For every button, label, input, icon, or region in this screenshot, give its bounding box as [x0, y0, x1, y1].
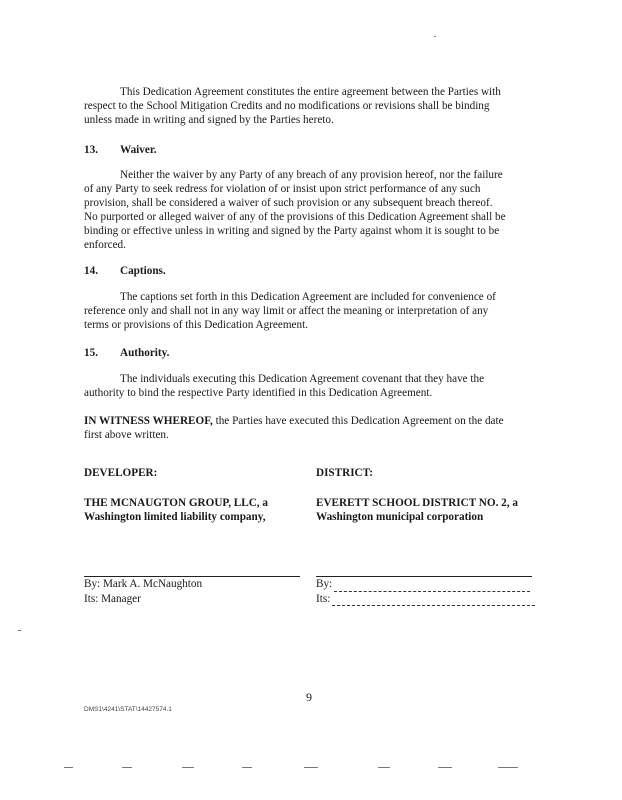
- captions-paragraph: [84, 291, 496, 333]
- text-line: of any Party to seek redress for violation of or insist upon strict performance of any such: [84, 182, 481, 195]
- district-heading: DISTRICT:: [316, 467, 373, 479]
- developer-heading: DEVELOPER:: [84, 467, 158, 479]
- scan-speck: [18, 630, 21, 631]
- authority-paragraph: [84, 373, 484, 401]
- intro-paragraph: [84, 86, 501, 128]
- text-line: provision, shall be considered a waiver of such provision or any subsequent breach thereof.: [84, 196, 493, 209]
- section-heading-waiver: [84, 144, 157, 156]
- district-name: EVERETT SCHOOL DISTRICT NO. 2, a: [316, 497, 518, 509]
- waiver-paragraph: [84, 169, 506, 252]
- section-title: Waiver.: [120, 144, 157, 156]
- section-number: 14.: [84, 265, 98, 277]
- scan-speck: [304, 767, 318, 768]
- text-line: unless made in writing and signed by the Parties hereto.: [84, 113, 334, 126]
- text-line: The captions set forth in this Dedication Agreement are included for convenience of: [120, 291, 496, 303]
- scan-speck: [438, 767, 452, 768]
- text-line: Neither the waiver by any Party of any breach of any provision hereof, nor the failure: [120, 169, 503, 181]
- district-entity-type: Washington municipal corporation: [316, 511, 484, 523]
- text-line: first above written.: [84, 428, 169, 441]
- text-line: reference only and shall not in any way limit or affect the meaning or interpretation of any: [84, 304, 489, 317]
- scan-speck: [64, 767, 73, 768]
- text-line: [84, 415, 504, 429]
- text-line: This Dedication Agreement constitutes the entire agreement between the Parties with: [120, 86, 501, 98]
- text-line: enforced.: [84, 238, 126, 251]
- section-title: Authority.: [120, 347, 170, 359]
- witness-lead: IN WITNESS WHEREOF,: [84, 415, 213, 427]
- section-title: Captions.: [120, 265, 166, 277]
- district-its-blank: [332, 605, 535, 606]
- developer-entity-type: Washington limited liability company,: [84, 511, 266, 523]
- text-line: No purported or alleged waiver of any of the provisions of this Dedication Agreement shall be: [84, 210, 506, 223]
- scan-speck: [434, 36, 436, 37]
- district-signature-line: [316, 576, 532, 577]
- developer-its: Its: Manager: [84, 593, 141, 605]
- section-heading-captions: [84, 265, 166, 277]
- section-heading-authority: [84, 347, 169, 359]
- scan-speck: [182, 767, 194, 768]
- text-line: authority to bind the respective Party identified in this Dedication Agreement.: [84, 386, 433, 399]
- district-by: By:: [316, 578, 333, 590]
- footer-document-code: DMS1\4241\STAT\14427574.1: [84, 706, 172, 713]
- text-line: terms or provisions of this Dedication Agreement.: [84, 318, 309, 331]
- developer-signature-line: [84, 576, 300, 577]
- developer-name: THE MCNAUGTON GROUP, LLC, a: [84, 497, 268, 509]
- section-number: 13.: [84, 144, 98, 156]
- witness-paragraph: [84, 415, 504, 443]
- scan-speck: [242, 767, 252, 768]
- scan-speck: [378, 767, 390, 768]
- witness-text: the Parties have executed this Dedication Agreement on the date: [212, 415, 504, 427]
- section-number: 15.: [84, 347, 98, 359]
- page-number: 9: [306, 690, 312, 704]
- text-line: The individuals executing this Dedication Agreement covenant that they have the: [120, 373, 485, 385]
- text-line: respect to the School Mitigation Credits and no modifications or revisions shall be binding: [84, 99, 490, 112]
- text-line: binding or effective unless in writing and signed by the Party against whom it is sought to be: [84, 224, 500, 237]
- scan-speck: [498, 767, 518, 768]
- developer-by: By: Mark A. McNaughton: [84, 578, 203, 590]
- district-by-blank: [334, 591, 530, 592]
- scan-speck: [122, 767, 132, 768]
- district-its: Its:: [316, 593, 331, 605]
